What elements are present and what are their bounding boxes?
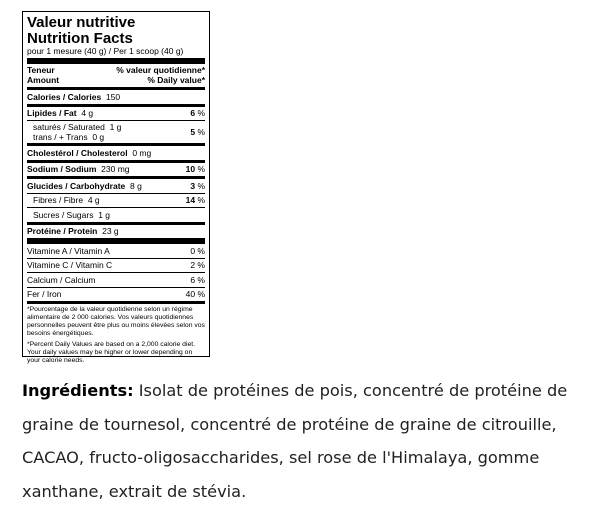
footnotes: [27, 304, 205, 365]
trans-label: trans / + Trans: [33, 132, 88, 142]
iron-pct: 40 %: [185, 289, 205, 300]
fat-pct: 6: [190, 108, 196, 119]
header-dv-en: % Daily value*: [147, 75, 205, 85]
vitamin-c-label: Vitamine C / Vitamin C: [27, 260, 113, 271]
carbs-value: 8 g: [129, 180, 142, 191]
cholesterol-value: 0 mg: [132, 147, 152, 158]
sat-trans-row: [27, 121, 205, 143]
fat-label: Lipides / Fat: [27, 108, 77, 119]
carbs-pct: 3: [190, 180, 196, 191]
percent-sign: %: [197, 108, 205, 119]
vitamin-a-pct: 0 %: [190, 245, 205, 256]
nutrition-facts-panel: [22, 11, 210, 364]
iron-row: [27, 288, 205, 302]
title-fr: Valeur nutritive: [27, 14, 136, 31]
footnote-en: *Percent Daily Values are based on a 2,000 calorie diet. Your daily values may be higher or lower depending on your calorie needs.: [27, 341, 196, 364]
fibre-row: [27, 194, 205, 208]
iron-label: Fer / Iron: [27, 289, 62, 300]
percent-sign: %: [197, 164, 205, 175]
header-amount-fr: Teneur: [27, 65, 55, 75]
sugars-label: Sucres / Sugars: [33, 209, 94, 220]
header-dv-fr: % valeur quotidienne*: [116, 65, 205, 75]
calcium-pct: 6 %: [190, 274, 205, 285]
ingredients-paragraph: [22, 374, 592, 508]
calcium-label: Calcium / Calcium: [27, 274, 96, 285]
vitamin-c-pct: 2 %: [190, 260, 205, 271]
title-en: Nutrition Facts: [27, 29, 133, 47]
serving-size: pour 1 mesure (40 g) / Per 1 scoop (40 g): [27, 46, 184, 56]
ingredients-label: Ingrédients:: [22, 381, 134, 400]
sat-trans-pct: 5: [190, 127, 196, 137]
percent-sign: %: [197, 127, 205, 137]
vitamin-c-row: [27, 259, 205, 273]
carbs-label: Glucides / Carbohydrate: [27, 180, 126, 191]
saturated-label: saturés / Saturated: [33, 122, 105, 132]
cholesterol-label: Cholestérol / Cholesterol: [27, 147, 128, 158]
sugars-row: [27, 208, 205, 222]
sugars-value: 1 g: [98, 209, 111, 220]
fibre-pct: 14: [185, 195, 196, 206]
protein-row: [27, 225, 205, 239]
sodium-label: Sodium / Sodium: [27, 164, 97, 175]
footnote-fr: *Pourcentage de la valeur quotidienne selon un régime alimentaire de 2 000 calories. Vos valeurs quotidiennes personnelles peuvent être plus ou moins élevées selon vos besoins énergétiques.: [27, 306, 205, 337]
fat-value: 4 g: [81, 108, 94, 119]
ingredients-text: Isolat de protéines de pois, concentré de protéine de graine de tournesol, concentré de protéine de graine de citrouille, CACAO, fructo-oligosaccharides, sel rose de l'Himalaya, gomme xanthane, extrait de stévia.: [22, 381, 568, 501]
fat-row: [27, 107, 205, 121]
calories-value: 150: [105, 91, 121, 102]
header-amount-en: Amount: [27, 75, 60, 85]
trans-value: 0 g: [92, 132, 105, 142]
percent-sign: %: [197, 180, 205, 191]
fibre-value: 4 g: [87, 195, 100, 206]
calcium-row: [27, 273, 205, 287]
sodium-row: [27, 163, 205, 177]
cholesterol-row: [27, 146, 205, 160]
column-header: [27, 64, 205, 87]
calories-label: Calories / Calories: [27, 91, 102, 102]
percent-sign: %: [197, 195, 205, 206]
vitamin-a-row: [27, 244, 205, 258]
calories-row: [27, 90, 205, 104]
protein-label: Protéine / Protein: [27, 226, 98, 237]
vitamin-a-label: Vitamine A / Vitamin A: [27, 245, 110, 256]
saturated-value: 1 g: [109, 122, 122, 132]
protein-value: 23 g: [102, 226, 119, 237]
carbs-row: [27, 179, 205, 193]
sodium-pct: 10: [185, 164, 196, 175]
sodium-value: 230 mg: [101, 164, 130, 175]
fibre-label: Fibres / Fibre: [33, 195, 84, 206]
